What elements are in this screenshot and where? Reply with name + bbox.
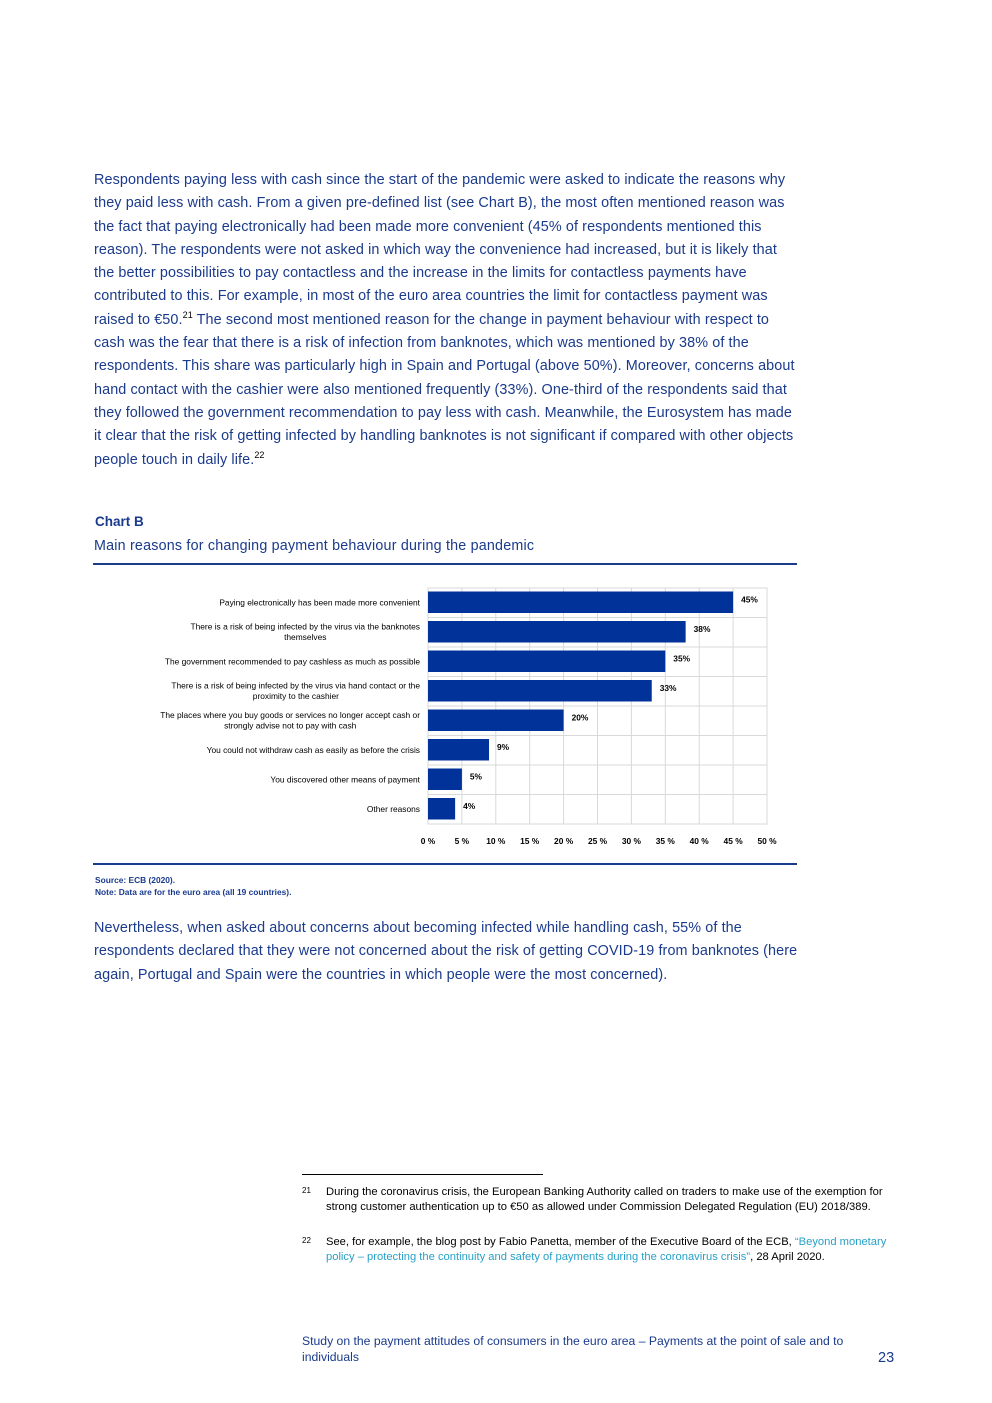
bar-chart (93, 580, 797, 850)
bar (428, 592, 733, 614)
chart-category-labels (160, 597, 420, 814)
bar (428, 739, 489, 761)
category-label: You could not withdraw cash as easily as before the crisis (206, 744, 420, 755)
footnote-separator (302, 1174, 543, 1175)
paragraph-1-part-2: The second most mentioned reason for the change in payment behaviour with respect to cash was the fear that there is a risk of infection from banknotes, which was mentioned by 38% of the respondents. This share was particularly high in Spain and Portugal (above 50%). Moreover, concerns about hand contact with the cashier were also mentioned frequently (33%). One-third of the respondents said that they followed the government recommendation to pay less with cash. Meanwhile, the Eurosystem has made it clear that the risk of getting infected by handling banknotes is not significant if compared with other objects people touch in daily life. (94, 311, 795, 468)
x-tick-label: 45 % (723, 836, 743, 846)
value-label: 38% (693, 624, 711, 634)
bar (428, 651, 665, 673)
footnote-ref-21[interactable]: 21 (182, 309, 193, 320)
chart-bottom-rule (93, 863, 797, 865)
x-tick-label: 40 % (689, 836, 709, 846)
bar (428, 710, 564, 732)
footnote-text-before: See, for example, the blog post by Fabio Panetta, member of the Executive Board of the ECB, (326, 1236, 795, 1248)
paragraph-1-part-1: Respondents paying less with cash since the start of the pandemic were asked to indicate the reasons why they paid less with cash. From a given pre-defined list (see Chart B), the most often mentioned reason was the fact that paying electronically had been made more convenient (45% of respondents mentioned this reason). The respondents were not asked in which way the convenience had increased, but it is likely that the better possibilities to pay contactless and the increase in the limits for contactless payments have contributed to this. For example, in most of the euro area countries the limit for contactless payment was raised to €50. (94, 172, 786, 328)
category-label: proximity to the cashier (252, 691, 339, 701)
footnote-ref-22[interactable]: 22 (254, 449, 265, 460)
value-label: 33% (659, 683, 677, 693)
value-label: 35% (673, 653, 691, 664)
category-label: The places where you buy goods or services no longer accept cash or (160, 710, 420, 720)
footnote-number: 21 (302, 1186, 311, 1195)
chart-x-tick-labels (421, 836, 777, 846)
x-tick-label: 5 % (454, 836, 470, 846)
category-label: Paying electronically has been made more convenient (219, 597, 420, 608)
chart-source: Source: ECB (2020). (95, 875, 176, 885)
x-tick-label: 0 % (420, 836, 436, 846)
footnote-text (326, 1235, 902, 1266)
bar (428, 769, 462, 791)
category-label: You discovered other means of payment (270, 774, 420, 785)
bar (428, 798, 455, 820)
value-label: 9% (497, 742, 510, 752)
footer-document-title: Study on the payment attitudes of consumers in the euro area – Payments at the point of sale and to individuals (302, 1334, 844, 1364)
footnote-number: 22 (302, 1236, 311, 1245)
page-number: 23 (878, 1350, 895, 1366)
category-label: Other reasons (366, 803, 420, 814)
category-label: strongly advise not to pay with cash (224, 720, 357, 731)
x-tick-label: 35 % (655, 836, 675, 846)
x-tick-label: 25 % (587, 836, 608, 846)
value-label: 4% (463, 801, 476, 811)
footnote-21 (302, 1185, 902, 1216)
value-label: 45% (741, 594, 758, 605)
bar (428, 621, 686, 643)
value-label: 5% (469, 771, 483, 782)
chart-label: Chart B (95, 514, 144, 529)
category-label: There is a risk of being infected by the virus via hand contact or the (171, 680, 420, 691)
category-label: The government recommended to pay cashless as much as possible (164, 656, 420, 667)
chart-note: Note: Data are for the euro area (all 19 countries). (95, 886, 292, 897)
body-paragraph-2: Nevertheless, when asked about concerns about becoming infected while handling cash, 55% of the respondents declared that they were not concerned about the risk of getting COVID-19 from banknotes (here again, Portugal and Spain were the countries in which people were the most concerned). (94, 920, 798, 983)
x-tick-label: 20 % (554, 836, 574, 846)
blog-post-link[interactable]: “Beyond monetary policy – protecting the continuity and safety of payments during the coronavirus crisis” (326, 1236, 887, 1264)
chart-source-note (95, 875, 291, 898)
footnote-text: During the coronavirus crisis, the European Banking Authority called on traders to make use of the exemption for strong customer authentication up to €50 as allowed under Commission Delegated Regulation (EU) 2018/389. (326, 1186, 883, 1214)
chart-title: Main reasons for changing payment behaviour during the pandemic (94, 538, 535, 554)
chart-top-rule (93, 563, 797, 565)
x-tick-label: 50 % (757, 836, 777, 846)
x-tick-label: 10 % (486, 836, 506, 846)
x-tick-label: 15 % (520, 836, 540, 846)
x-tick-label: 30 % (621, 836, 641, 846)
footnote-22 (302, 1235, 902, 1266)
value-label: 20% (571, 712, 589, 723)
category-label: themselves (284, 632, 327, 642)
bar (428, 680, 652, 702)
category-label: There is a risk of being infected by the virus via the banknotes (190, 621, 420, 632)
footnote-text-after: , 28 April 2020. (750, 1251, 825, 1264)
body-paragraph-1 (94, 169, 799, 472)
